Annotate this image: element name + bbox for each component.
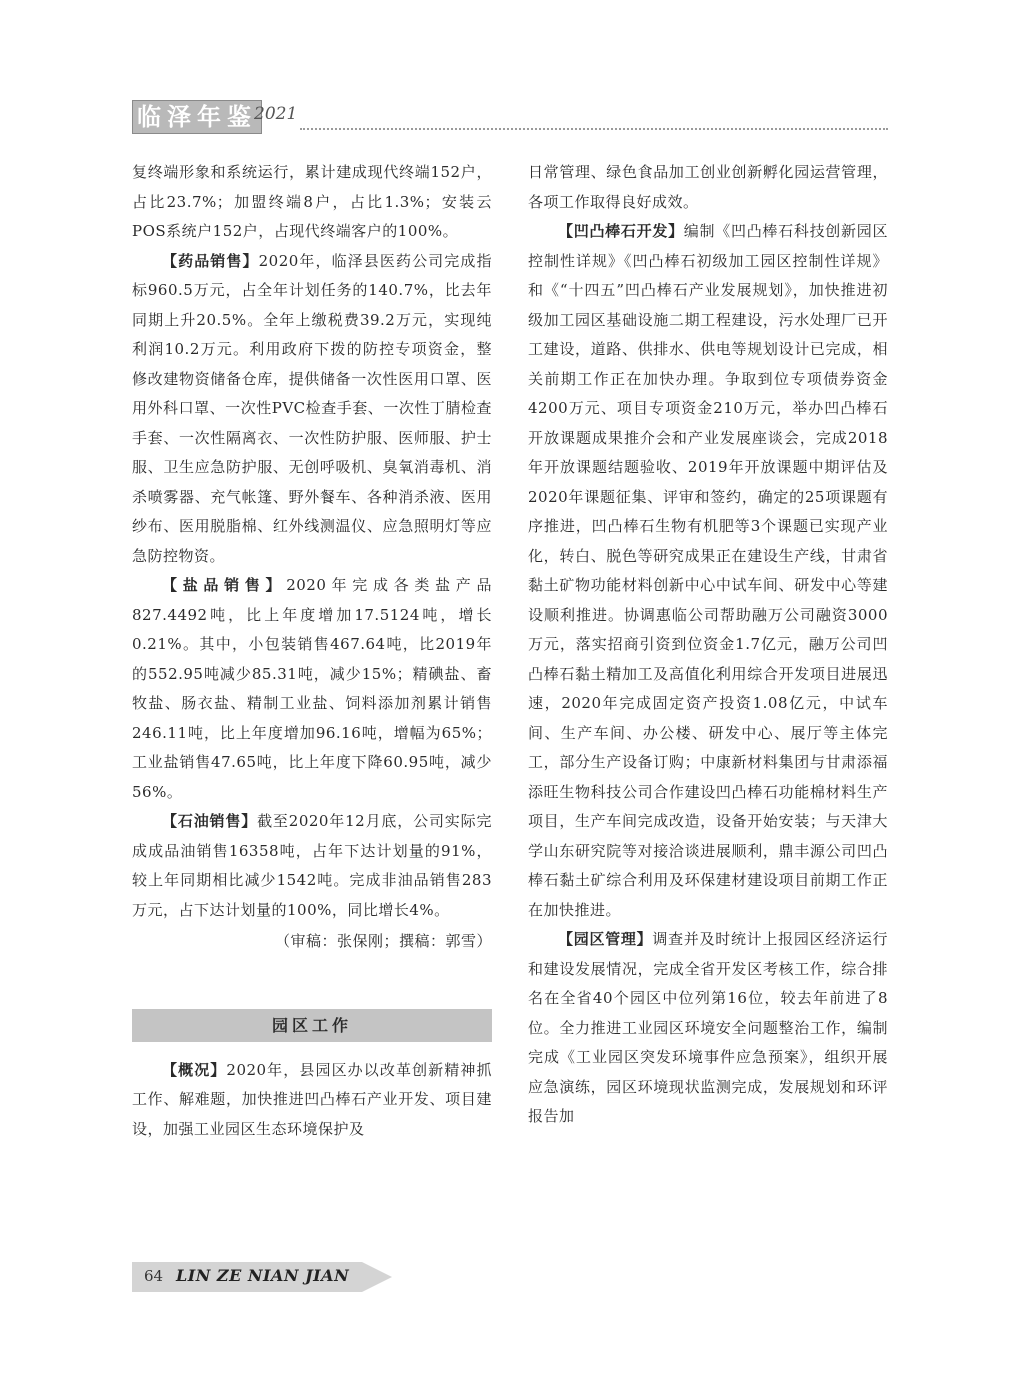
footer-title: LIN ZE NIAN JIAN	[176, 1266, 350, 1285]
lead-park-management: 【园区管理】	[558, 930, 653, 948]
paragraph-overview	[132, 1056, 492, 1145]
lead-attapulgite-development: 【凹凸棒石开发】	[558, 222, 684, 240]
left-column	[132, 158, 492, 1144]
page-number: 64	[144, 1267, 164, 1285]
paragraph-medicine-sales	[132, 247, 492, 572]
right-column	[528, 158, 888, 1132]
yearbook-logo: 临泽年鉴	[132, 100, 262, 134]
text-medicine-sales: 2020年，临泽县医药公司完成指标960.5万元，占全年计划任务的140.7%，比去年同期上升20.5%。全年上缴税费39.2万元，实现纯利润10.2万元。利用政府下拨的防控专项资金，整修改建物资储备仓库，提供储备一次性医用口罩、医用外科口罩、一次性PVC检查手套、一次性丁腈检查手套、一次性隔离衣、一次性防护服、医师服、护士服、卫生应急防护服、无创呼吸机、臭氧消毒机、消杀喷雾器、充气帐篷、野外餐车、各种消杀液、医用纱布、医用脱脂棉、红外线测温仪、应急照明灯等应急防控物资。	[132, 251, 492, 565]
lead-salt-sales: 【盐品销售】	[162, 576, 287, 594]
paragraph-park-management	[528, 925, 888, 1132]
header-year: 2021	[254, 104, 298, 124]
paragraph-continued: 复终端形象和系统运行，累计建成现代终端152户，占比23.7%；加盟终端8户，占比1.3%；安装云POS系统户152户，占现代终端客户的100%。	[132, 163, 492, 240]
footer-tab-arrow	[362, 1262, 392, 1292]
lead-medicine-sales: 【药品销售】	[162, 251, 259, 270]
text-salt-sales: 2020年完成各类盐产品827.4492吨，比上年度增加17.5124吨，增长0.21%。其中，小包装销售467.64吨，比2019年的552.95吨减少85.31吨，减少15%；精碘盐、畜牧盐、肠衣盐、精制工业盐、饲料添加剂累计销售246.11吨，比上年度增加96.16吨，增幅为65%；工业盐销售47.65吨，比上年度下降60.95吨，减少56%。	[132, 576, 492, 801]
text-overview: 2020年，县园区办以改革创新精神抓工作、解难题，加快推进凹凸棒石产业开发、项目建设，加强工业园区生态环境保护及	[132, 1060, 492, 1138]
lead-oil-sales: 【石油销售】	[162, 812, 258, 830]
lead-overview: 【概况】	[162, 1060, 227, 1079]
paragraph-salt-sales	[132, 571, 492, 807]
page-footer	[132, 1262, 392, 1292]
header-dotted-rule	[300, 128, 888, 130]
text-attapulgite-development: 编制《凹凸棒石科技创新园区控制性详规》《凹凸棒石初级加工园区控制性详规》和《“十四五”凹凸棒石产业发展规划》，加快推进初级加工园区基础设施二期工程建设，污水处理厂已开工建设，道路、供排水、供电等规划设计已完成，相关前期工作正在加快办理。争取到位专项债券资金4200万元、项目专项资金210万元，举办凹凸棒石开放课题成果推介会和产业发展座谈会，完成2018年开放课题结题验收、2019年开放课题中期评估及2020年课题征集、评审和签约，确定的25项课题有序推进，凹凸棒石生物有机肥等3个课题已实现产业化，转白、脱色等研究成果正在建设生产线，甘肃省黏土矿物功能材料创新中心中试车间、研发中心等建设顺利推进。协调惠临公司帮助融万公司融资3000万元，落实招商引资到位资金1.7亿元，融万公司凹凸棒石黏土精加工及高值化利用综合开发项目进展迅速，2020年完成固定资产投资1.08亿元，中试车间、生产车间、办公楼、研发中心、展厅等主体完工，部分生产设备订购；中康新材料集团与甘肃添福添旺生物科技公司合作建设凹凸棒石功能棉材料生产项目，生产车间完成改造，设备开始安装；与天津大学山东研究院等对接洽谈进展顺利，鼎丰源公司凹凸棒石黏土矿综合利用及环保建材建设项目前期工作正在加快推进。	[528, 222, 888, 919]
review-credit: （审稿：张保刚；撰稿：郭雪）	[274, 932, 492, 950]
page-header	[132, 100, 888, 136]
text-park-management: 调查并及时统计上报园区经济运行和建设发展情况，完成全省开发区考核工作，综合排名在全省40个园区中位列第16位，较去年前进了8位。全力推进工业园区环境安全问题整治工作，编制完成《工业园区突发环境事件应急预案》，组织开展应急演练，园区环境现状监测完成，发展规划和环评报告加	[528, 930, 888, 1125]
text-oil-sales: 截至2020年12月底，公司实际完成成品油销售16358吨，占年下达计划量的91%，较上年同期相比减少1542吨。完成非油品销售283万元，占下达计划量的100%，同比增长4%。	[132, 812, 492, 919]
paragraph-attapulgite-development	[528, 217, 888, 925]
paragraph-continued-right: 日常管理、绿色食品加工创业创新孵化园运营管理，各项工作取得良好成效。	[528, 163, 888, 211]
section-heading-park-work: 园区工作	[132, 1009, 492, 1042]
paragraph-oil-sales	[132, 807, 492, 925]
